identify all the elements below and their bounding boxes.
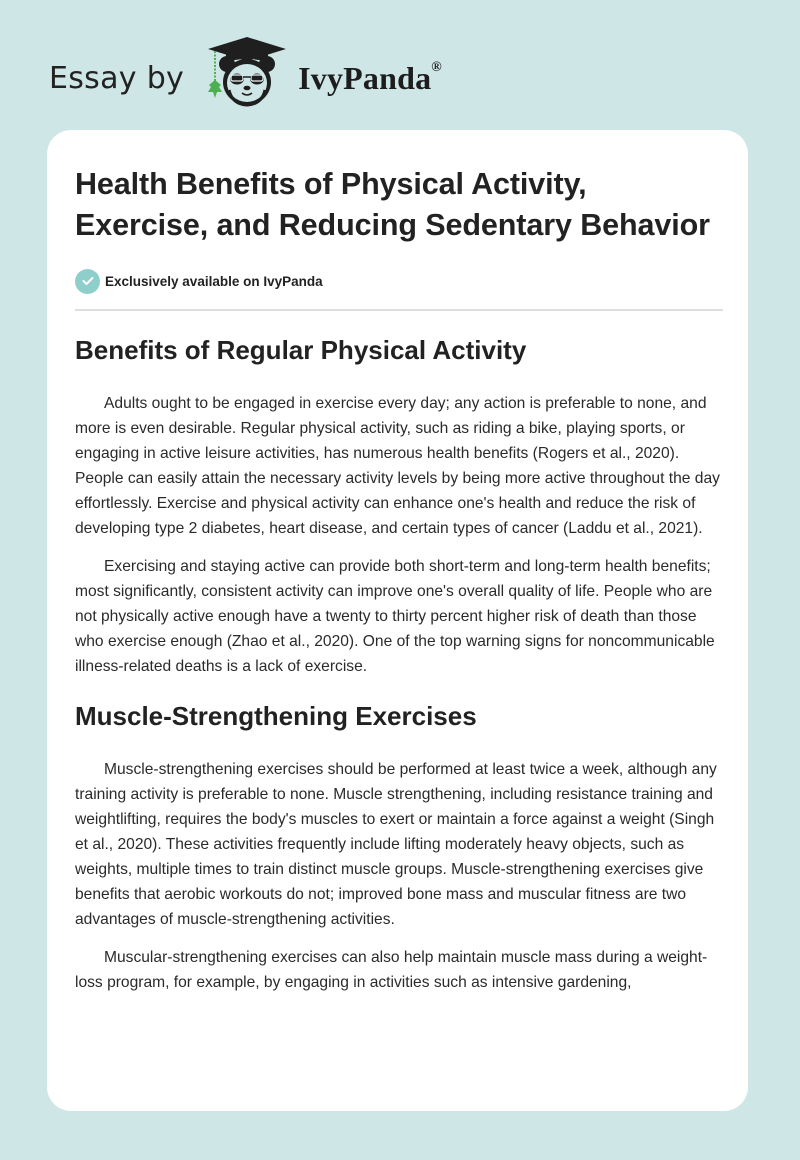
brand-logo-link[interactable] <box>49 32 442 112</box>
brand-prefix: Essay by <box>49 60 185 96</box>
section-heading: Benefits of Regular Physical Activity <box>75 335 527 365</box>
title-divider <box>75 309 723 311</box>
exclusive-badge <box>75 268 723 294</box>
site-header <box>0 0 800 130</box>
paragraph: Muscular-strengthening exercises can also help maintain muscle mass during a weight-loss program, for example, by engaging in activities such as intensive gardening, <box>75 949 708 991</box>
panda-graduate-icon <box>202 32 292 112</box>
essay-card <box>47 130 748 1111</box>
check-circle-icon <box>75 269 100 294</box>
section-heading: Muscle-Strengthening Exercises <box>75 701 477 731</box>
paragraph: Muscle-strengthening exercises should be performed at least twice a week, although any training activity is preferable to none. Muscle strengthening, including resistance training and weightlifting, requires the body's muscles to exert or maintain a force against a weight (Singh et al., 2020). These activities frequently include lifting moderately heavy objects, such as weights, multiple times to train distinct muscle groups. Muscle-strengthening exercises give benefits that aerobic workouts do not; improved bone mass and muscular fitness are two advantages of muscle-strengthening activities. <box>75 761 717 928</box>
badge-text: Exclusively available on IvyPanda <box>105 273 323 289</box>
section-benefits <box>75 333 723 679</box>
section-muscle-strengthening <box>75 699 723 995</box>
brand-name: IvyPanda® <box>298 59 442 96</box>
essay-title: Health Benefits of Physical Activity, Exercise, and Reducing Sedentary Behavior <box>75 167 710 242</box>
paragraph: Exercising and staying active can provide both short-term and long-term health benefits; most significantly, consistent activity can improve one's overall quality of life. People who are not physically active enough have a twenty to thirty percent higher risk of death than those who exercise enough (Zhao et al., 2020). One of the top warning signs for noncommunicable illness-related deaths is a lack of exercise. <box>75 558 715 675</box>
paragraph: Adults ought to be engaged in exercise every day; any action is preferable to none, and more is even desirable. Regular physical activity, such as riding a bike, playing sports, or engaging in active leisure activities, has numerous health benefits (Rogers et al., 2020). People can easily attain the necessary activity levels by being more active throughout the day effortlessly. Exercise and physical activity can enhance one's health and reduce the risk of developing type 2 diabetes, heart disease, and certain types of cancer (Laddu et al., 2021). <box>75 395 720 537</box>
registered-mark: ® <box>431 59 442 75</box>
